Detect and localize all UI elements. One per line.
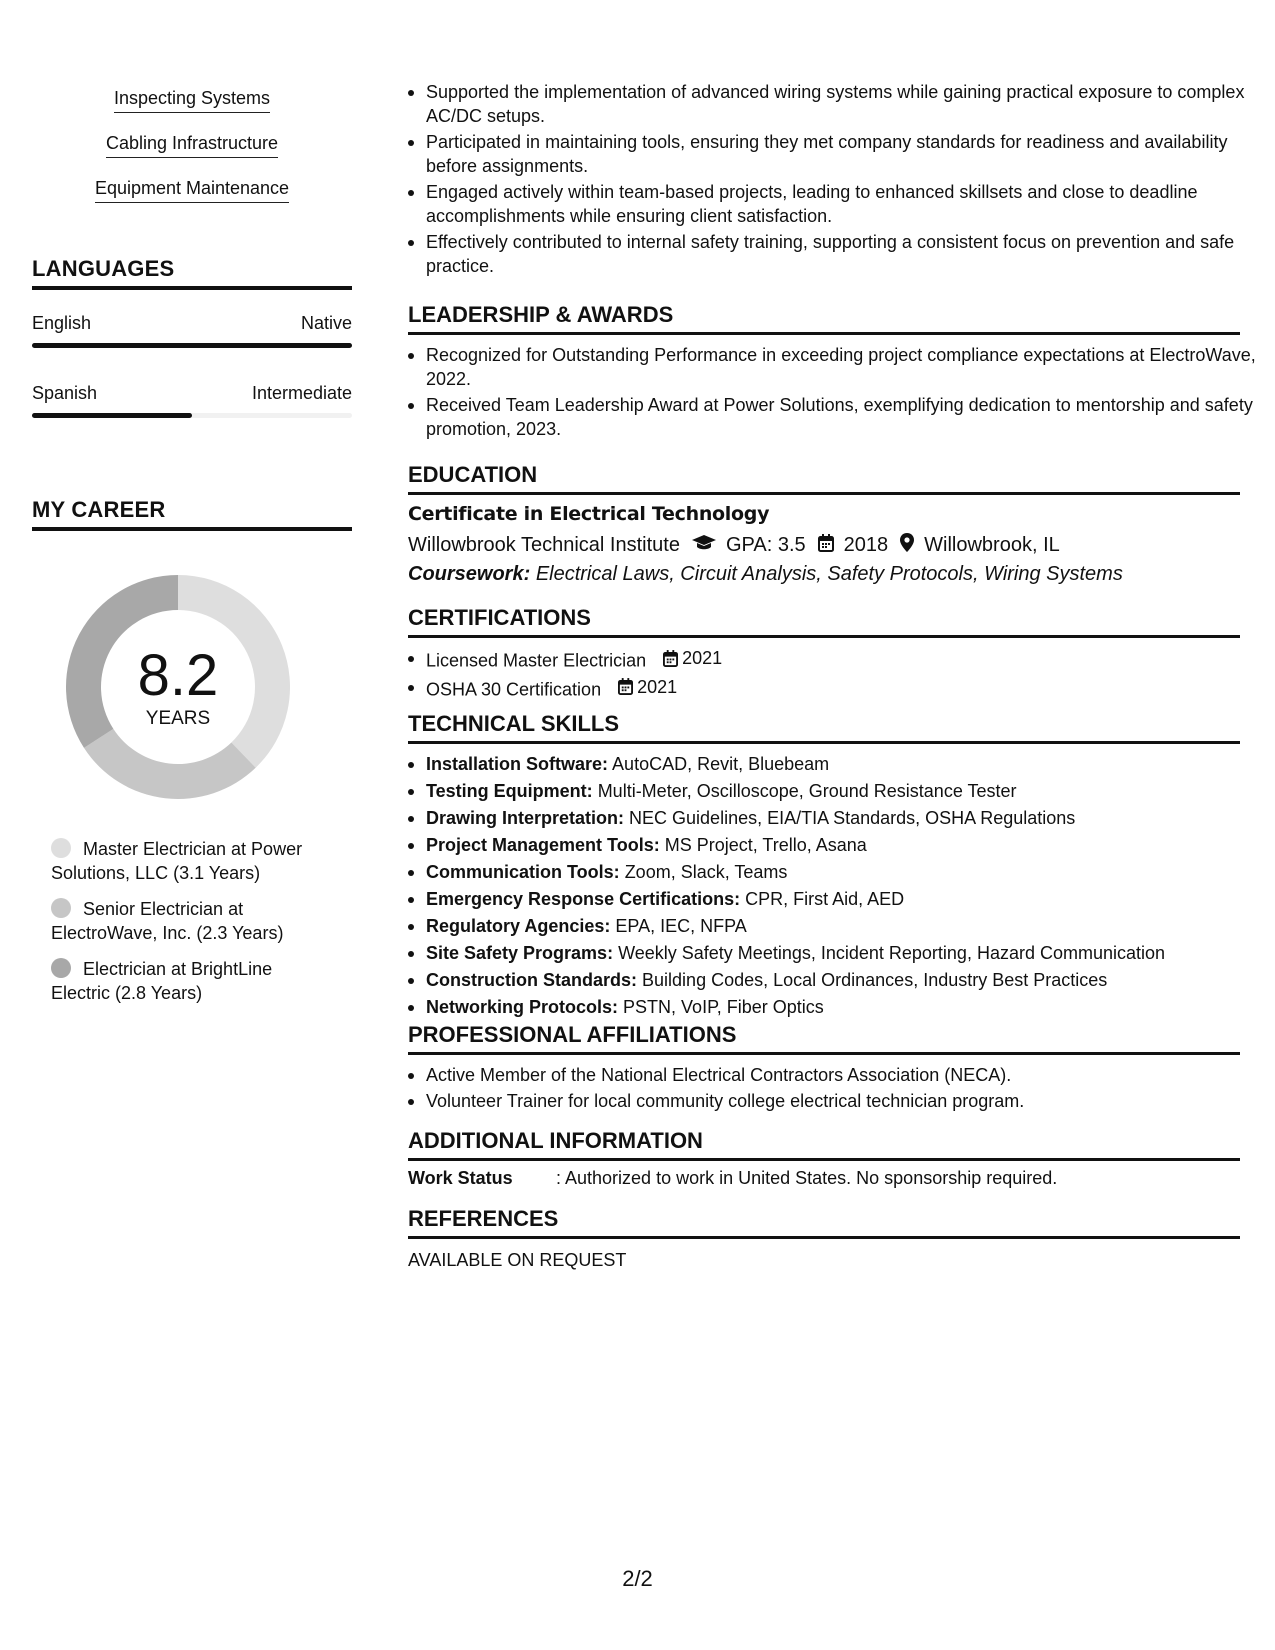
graduation-cap-icon (692, 534, 716, 557)
career-total-unit: YEARS (145, 708, 211, 729)
certification-date: 2021 (663, 646, 722, 670)
career-legend-item (51, 957, 331, 1005)
calendar-icon (818, 534, 834, 558)
calendar-icon (663, 650, 678, 667)
references-heading: REFERENCES (408, 1206, 1240, 1239)
career-legend-label: Master Electrician at Power Solutions, LLC (3.1 Years) (51, 839, 303, 883)
skill-value: NEC Guidelines, EIA/TIA Standards, OSHA Regulations (629, 808, 1076, 828)
career-legend-label: Electrician at BrightLine Electric (2.8 Years) (51, 959, 273, 1003)
language-name: Spanish (32, 383, 98, 403)
education-heading: EDUCATION (408, 462, 1240, 495)
skill-value: PSTN, VoIP, Fiber Optics (623, 997, 824, 1017)
certification-name: Licensed Master Electrician (426, 650, 647, 671)
education-location: Willowbrook, IL (924, 534, 1060, 556)
coursework-value: Electrical Laws, Circuit Analysis, Safety Protocols, Wiring Systems (535, 563, 1123, 585)
skill-tag: Inspecting Systems (32, 88, 352, 113)
education-school: Willowbrook Technical Institute (408, 534, 680, 556)
skill-label: Installation Software: (426, 754, 609, 774)
skill-label: Construction Standards: (426, 970, 638, 990)
education-meta (408, 533, 1060, 558)
affiliations-list (408, 1063, 1258, 1115)
certification-date: 2021 (618, 675, 677, 699)
skill-tag: Cabling Infrastructure (32, 133, 352, 158)
language-level: Intermediate (251, 383, 352, 403)
language-row (32, 313, 352, 334)
skill-label: Drawing Interpretation: (426, 808, 625, 828)
certifications-list (408, 646, 1258, 703)
career-legend-item (51, 897, 331, 945)
education-coursework (408, 563, 1123, 586)
language-bar (32, 413, 352, 418)
leadership-heading: LEADERSHIP & AWARDS (408, 302, 1240, 335)
list-item (426, 779, 1258, 803)
experience-bullets (408, 80, 1258, 280)
list-item (426, 675, 1258, 702)
list-item: Engaged actively within team-based projects, leading to enhanced skillsets and close to deadline accomplishments while ensuring client satisfaction. (426, 180, 1258, 228)
calendar-icon (618, 678, 633, 695)
skill-value: Multi-Meter, Oscilloscope, Ground Resistance Tester (597, 781, 1017, 801)
skill-tag: Equipment Maintenance (32, 178, 352, 203)
languages-heading: LANGUAGES (32, 256, 352, 290)
work-status-label: Work Status (408, 1168, 513, 1188)
list-item (426, 833, 1258, 857)
coursework-label: Coursework: (408, 563, 531, 585)
career-heading: MY CAREER (32, 497, 352, 531)
technical-skills-heading: TECHNICAL SKILLS (408, 711, 1240, 744)
location-pin-icon (900, 533, 914, 558)
language-name: English (32, 313, 92, 333)
list-item (426, 860, 1258, 884)
skill-label: Regulatory Agencies: (426, 916, 611, 936)
skill-label: Communication Tools: (426, 862, 620, 882)
skill-value: EPA, IEC, NFPA (615, 916, 747, 936)
list-item (426, 941, 1258, 965)
career-legend-item (51, 837, 331, 885)
skill-label: Testing Equipment: (426, 781, 593, 801)
skill-label: Networking Protocols: (426, 997, 619, 1017)
language-bar-fill (32, 413, 192, 418)
skill-value: Building Codes, Local Ordinances, Industry Best Practices (642, 970, 1108, 990)
work-status-value: : Authorized to work in United States. No sponsorship required. (556, 1168, 1058, 1188)
education-gpa: GPA: 3.5 (725, 534, 806, 556)
skill-label: Project Management Tools: (426, 835, 660, 855)
career-donut-chart (66, 575, 290, 799)
skill-value: MS Project, Trello, Asana (664, 835, 867, 855)
skill-label: Site Safety Programs: (426, 943, 614, 963)
career-total-value: 8.2 (137, 643, 219, 708)
page-number: 2/2 (622, 1566, 653, 1591)
certifications-heading: CERTIFICATIONS (408, 605, 1240, 638)
affiliations-heading: PROFESSIONAL AFFILIATIONS (408, 1022, 1240, 1055)
list-item: Active Member of the National Electrical Contractors Association (NECA). (426, 1063, 1258, 1087)
list-item: Recognized for Outstanding Performance in exceeding project compliance expectations at ElectroWave, 2022. (426, 343, 1258, 391)
additional-info-heading: ADDITIONAL INFORMATION (408, 1128, 1240, 1161)
work-status-row (408, 1168, 1240, 1189)
legend-dot (51, 838, 71, 858)
list-item (426, 914, 1258, 938)
list-item (426, 752, 1258, 776)
list-item (426, 995, 1258, 1019)
leadership-list (408, 343, 1258, 443)
list-item (426, 646, 1258, 673)
education-year: 2018 (843, 534, 889, 556)
references-text: AVAILABLE ON REQUEST (408, 1250, 627, 1270)
education-degree: Certificate in Electrical Technology (408, 503, 770, 525)
skill-value: Weekly Safety Meetings, Incident Reporting, Hazard Communication (618, 943, 1166, 963)
list-item (426, 887, 1258, 911)
list-item: Volunteer Trainer for local community college electrical technician program. (426, 1089, 1258, 1113)
language-bar (32, 343, 352, 348)
career-total (66, 575, 290, 799)
language-level: Native (300, 313, 352, 333)
list-item: Received Team Leadership Award at Power Solutions, exemplifying dedication to mentorship and safety promotion, 2023. (426, 393, 1258, 441)
career-legend-label: Senior Electrician at ElectroWave, Inc. (2.3 Years) (51, 899, 284, 943)
skill-value: Zoom, Slack, Teams (624, 862, 788, 882)
list-item (426, 968, 1258, 992)
list-item: Supported the implementation of advanced wiring systems while gaining practical exposure to complex AC/DC setups. (426, 80, 1258, 128)
language-row (32, 383, 352, 404)
language-bar-fill (32, 343, 352, 348)
skill-value: CPR, First Aid, AED (745, 889, 905, 909)
legend-dot (51, 958, 71, 978)
skill-value: AutoCAD, Revit, Bluebeam (612, 754, 830, 774)
list-item: Participated in maintaining tools, ensuring they met company standards for readiness and availability before assignments. (426, 130, 1258, 178)
list-item: Effectively contributed to internal safety training, supporting a consistent focus on prevention and safe practice. (426, 230, 1258, 278)
list-item (426, 806, 1258, 830)
legend-dot (51, 898, 71, 918)
technical-skills-list (408, 752, 1258, 1022)
skill-label: Emergency Response Certifications: (426, 889, 741, 909)
certification-name: OSHA 30 Certification (426, 679, 602, 699)
